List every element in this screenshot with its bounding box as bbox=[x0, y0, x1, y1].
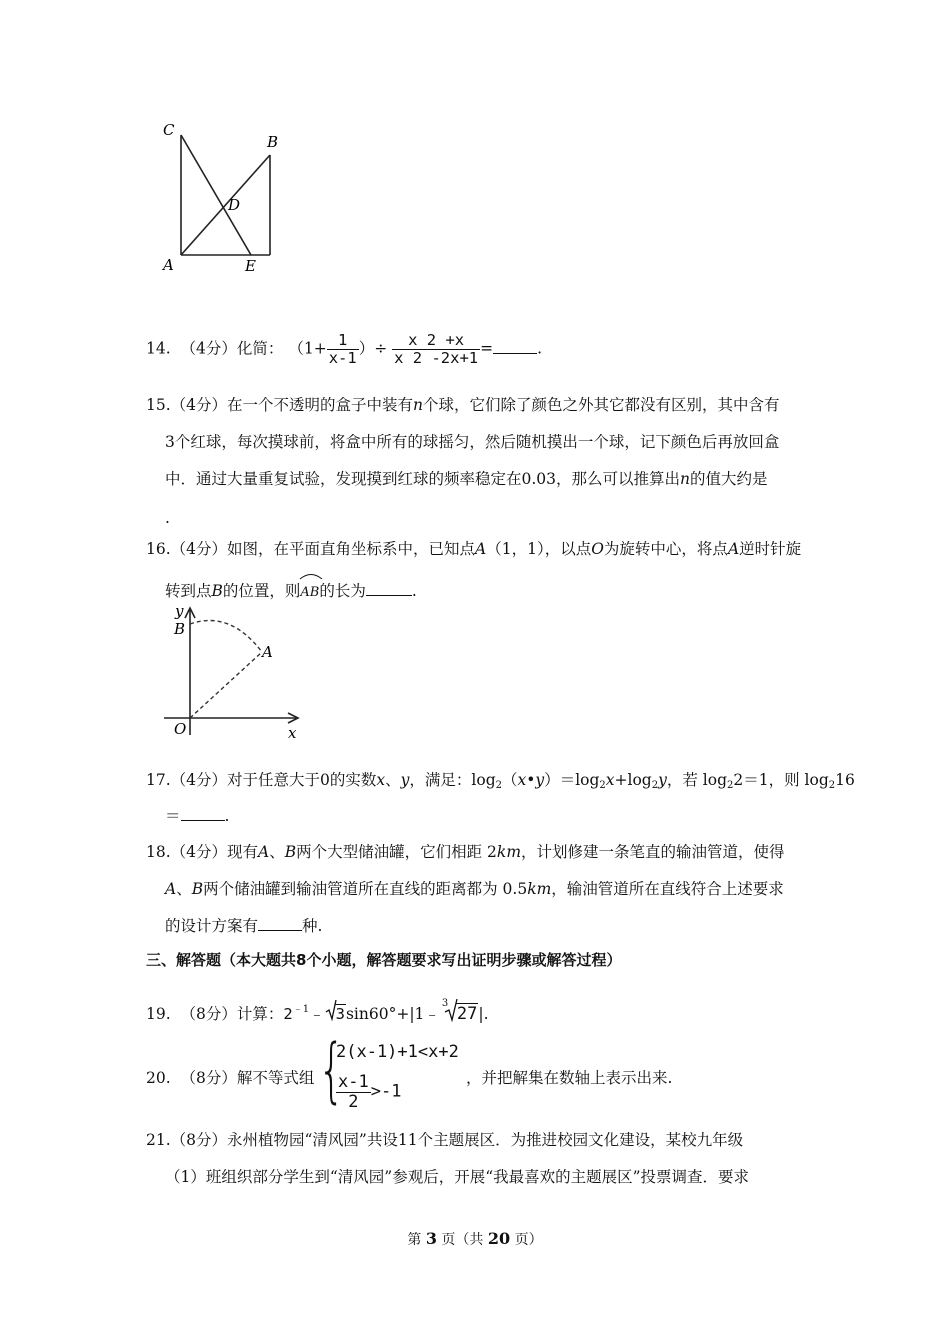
question-17-line-2: ＝ . bbox=[165, 807, 230, 825]
equals-sign: = bbox=[480, 339, 494, 358]
geometry-figure-cbdae bbox=[155, 115, 295, 280]
question-21-line-2: （1）班组织部分学生到“清风园”参观后，开展“我最喜欢的主题展区”投票调查．要求 bbox=[165, 1168, 750, 1186]
question-15-line-1: 15.（4分）在一个不透明的盒子中装有n个球，它们除了颜色之外其它都没有区别，其中含有 bbox=[146, 396, 780, 414]
answer-blank-15: . bbox=[165, 509, 170, 527]
question-18-line-3: 的设计方案有 种. bbox=[165, 917, 323, 935]
fraction-x2x-over-x2-2x1: $\frac{x 2 +x}{x 2 -2x+1}$ bbox=[394, 331, 479, 367]
label-e: E bbox=[245, 257, 256, 275]
cube-radical-sign-icon bbox=[444, 998, 458, 1022]
question-21-line-1: 21.（8分）永州植物园“清风园”共设11个主题展区．为推进校园文化建设，某校九年级 bbox=[146, 1131, 744, 1149]
question-15-line-4 bbox=[165, 508, 170, 528]
sqrt-3: 3 bbox=[325, 1001, 346, 1027]
open-paren: （1+ bbox=[288, 339, 327, 358]
question-15-line-3: 中．通过大量重复试验，发现摸到红球的频率稳定在0.03，那么可以推算出n的值大约是 bbox=[165, 470, 768, 488]
question-18-line-1: 18.（4分）现有A、B两个大型储油罐，它们相距 2km，计划修建一条笔直的输油管道，使得 bbox=[146, 843, 785, 861]
question-20-label: 20. （8分）解不等式组 bbox=[146, 1069, 315, 1087]
system-brace: { bbox=[318, 1029, 345, 1111]
current-page-number: 3 bbox=[425, 1229, 437, 1248]
answer-blank-14 bbox=[493, 339, 537, 354]
answer-blank-18 bbox=[258, 916, 302, 931]
label-x: x bbox=[288, 724, 297, 742]
label-a: A bbox=[262, 643, 273, 661]
question-19: 19. （8分）计算：$2^{﹣1}﹣$ 3sin60°+|1﹣ 3 27|. bbox=[146, 997, 489, 1027]
label-a: A bbox=[163, 256, 174, 274]
question-14-number: 14. bbox=[146, 339, 171, 358]
answer-blank-16 bbox=[366, 581, 412, 596]
dashed-segment-oa bbox=[190, 652, 262, 718]
total-pages: 20 bbox=[487, 1229, 511, 1248]
label-d: D bbox=[228, 196, 241, 214]
arc-overline-icon bbox=[299, 572, 323, 580]
fraction-1-over-x-1: $\frac{1}{x-1}$ bbox=[328, 331, 357, 367]
question-15-line-2: 3个红球，每次摸球前，将盒中所有的球摇匀，然后随机摸出一个球，记下颜色后再放回盒 bbox=[165, 433, 780, 451]
page-footer: 第 3 页（共 20 页） bbox=[407, 1229, 543, 1248]
segment-ce bbox=[181, 135, 251, 255]
coordinate-figure-arc-ab bbox=[160, 600, 310, 745]
question-16-line-1: 16.（4分）如图，在平面直角坐标系中，已知点A（1，1），以点O为旋转中心，将点A逆时针旋 bbox=[146, 540, 802, 558]
question-14: 14. （4分）化简： （1+ $\frac{1}{x-1}$ ）÷ $\frac{x 2 +x}{x 2 -2x+1}$ = . bbox=[146, 331, 543, 367]
label-b: B bbox=[174, 620, 186, 638]
inequality-2: $\frac{x-1}{2}$ >-1 bbox=[338, 1072, 402, 1112]
dashed-arc-ba bbox=[190, 621, 262, 653]
inequality-1: 2(x-1)+1<x+2 bbox=[336, 1042, 459, 1062]
label-o: O bbox=[174, 720, 187, 738]
arc-ab-symbol: AB bbox=[300, 577, 319, 603]
label-b: B bbox=[267, 133, 279, 151]
close-paren-divide: ）÷ bbox=[358, 339, 388, 358]
fraction-x-1-over-2: $\frac{x-1}{2}$ bbox=[338, 1072, 369, 1112]
section-3-heading: 三、解答题（本大题共8个小题，解答题要求写出证明步骤或解答过程） bbox=[146, 951, 622, 969]
question-17-line-1: 17.（4分）对于任意大于0的实数x、y，满足：$\log_2(x•y)=\log_2x+\log_2y$，若 $\log_22=1$，则 $\log_216$ bbox=[146, 771, 855, 791]
question-16-line-2: 转到点B的位置，则 AB的长为 . bbox=[165, 577, 417, 603]
radical-sign-icon bbox=[325, 999, 337, 1021]
question-14-score: （4分）化简： bbox=[180, 339, 284, 358]
label-y: y bbox=[175, 602, 184, 620]
cube-root-27: 3 27 bbox=[441, 998, 478, 1024]
question-18-line-2: A、B两个储油罐到输油管道所在直线的距离都为 0.5km，输油管道所在直线符合上述要求 bbox=[165, 880, 784, 898]
label-c: C bbox=[163, 121, 175, 139]
segment-ab bbox=[181, 155, 270, 255]
question-20-tail: ，并把解集在数轴上表示出来. bbox=[466, 1069, 673, 1087]
answer-blank-17 bbox=[181, 806, 225, 821]
